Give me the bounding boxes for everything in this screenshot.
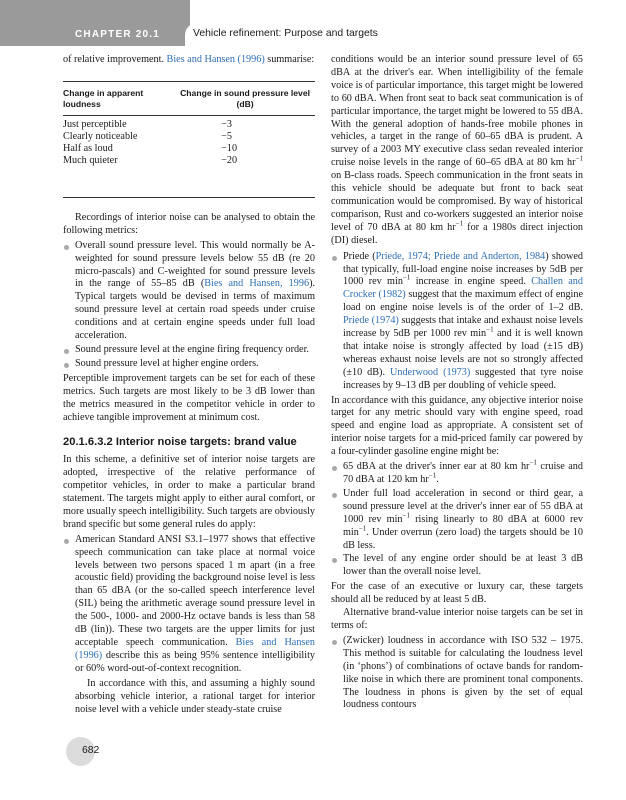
citation-link[interactable]: Priede (1974)	[343, 315, 399, 327]
accordance-paragraph: In accordance with this, and assuming a highly sound absorbing vehicle interior, a rational target for interior noise level with a vehicle under steady-state cruise	[75, 677, 315, 715]
list-item: Under full load acceleration in second or third gear, a sound pressure level at the driver's inner ear of 55 dBA at 1000 rev $\min^{-1} rising$ linearly to 80 dBA at 6000 rev $\min^{-1}$. Under overrun (zero load) the targets should be 10 dB less.	[331, 488, 583, 553]
running-header	[0, 0, 626, 46]
loudness-table	[63, 81, 315, 198]
targets-list	[331, 458, 583, 579]
table-row: Much quieter −20	[63, 154, 238, 166]
alternative-paragraph: Alternative brand-value interior noise targets can be set in terms of:	[331, 607, 583, 631]
intro-paragraph: of relative improvement. Bies and Hansen (1996) summarise:	[63, 54, 315, 65]
citation-link[interactable]: Bies and Hansen, 1996	[204, 278, 310, 290]
right-column	[331, 54, 583, 714]
table-row: Half as loud −10	[63, 142, 238, 154]
guidance-paragraph: In accordance with this guidance, any objective interior noise target for any metric should vary with engine speed, road speed and engine load as appropriate. A consistent set of interior noise targets for a mid-priced family car powered by a four-cylinder gasoline engine might be:	[331, 394, 583, 458]
metrics-paragraph: Recordings of interior noise can be analysed to obtain the following metrics:	[63, 211, 315, 236]
list-item: Sound pressure level at the engine firing frequency order.	[63, 344, 315, 357]
list-item: American Standard ANSI S3.1–1977 shows that effective speech communication can take place at normal voice levels between two persons spaced 1 m apart (in a free acoustic field) providing the background noise level is less than 65 dBA (or the so-called speech interference level (SIL) being the arithmetic average sound pressure level in the 500-, 1000- and 2000-Hz octave bands is less than 58 dB (lin)). These two targets are the upper limits for just acceptable speech communication. Bies and Hansen (1996) describe this as being 95% sentence intelligibility or 60% word-out-of-context recognition. In accordance with this, and assuming a highly sound absorbing vehicle interior, a rational target for interior noise level with a vehicle under steady-state cruise	[63, 534, 315, 717]
list-item: Priede (Priede, 1974; Priede and Anderton, 1984) showed that typically, full-load engine noise increases by 5dB per 1000 rev $\min^{-1}$ increase in engine speed. Challen and Crocker (1982) suggest that the maximum effect of engine load on engine noise levels is of the order of 1–2 dB. Priede (1974) suggests that intake and exhaust noise levels increase by 5dB per 1000 rev $\min^{-1}$ and it is well known that intake noise is strongly affected by load (±15 dB) whereas exhaust noise levels are not so strongly affected (±10 dB). Underwood (1973) suggested that tyre noise increases by 9–13 dB per doubling of vehicle speed.	[331, 251, 583, 393]
list-item: The level of any engine order should be at least 3 dB lower than the overall noise level.	[331, 553, 583, 579]
alternative-list	[331, 635, 583, 712]
citation-link[interactable]: Bies and Hansen (1996)	[166, 54, 265, 65]
perceptible-paragraph: Perceptible improvement targets can be set for each of these metrics. Such targets are most likely to be 3 dB lower than the metrics measured in the competitor vehicle in order to achieve tangible improvement at minimum cost.	[63, 372, 315, 423]
section-heading: 20.1.6.3.2 Interior noise targets: brand value	[63, 436, 297, 449]
left-column	[63, 54, 315, 718]
continued-paragraph: conditions would be an interior sound pressure level of 65 dBA at the driver's ear. When intelligibility of the female voice is of particular importance, this target might be lowered to 60 dBA. When front seat to back seat communication is of particular importance, the target might be lowered to 55 dBA. With the general adoption of hands-free mobile phones in vehicles, a target in the range of 60–65 dBA is prudent. A survey of a 2003 MY executive class sedan revealed interior cruise noise levels in the range of 60–65 dBA at 80 km $hr^{-1}$ on B-class roads. Speech communication in the front seats in this vehicle should be adequate but front to back seat communication would be compromised. By way of historical comparison, Rust and co-workers suggested an interior noise level of 70 dBA at 80 km $hr^{-1}$ for a 1980s direct injection (DI) diesel.	[331, 54, 584, 246]
priede-list	[331, 251, 583, 393]
metrics-list	[63, 240, 315, 371]
list-item: Sound pressure level at higher engine orders.	[63, 358, 315, 371]
table-header-loudness: Change in apparent loudness	[63, 82, 175, 116]
table-header-spl: Change in sound pressure level (dB)	[175, 82, 315, 116]
citation-link[interactable]: Priede, 1974; Priede and Anderton, 1984	[375, 250, 546, 262]
page-number: 682	[82, 745, 100, 756]
list-item: Overall sound pressure level. This would normally be A-weighted for sound pressure levels below 55 dB (re 20 micro-pascals) and C-weighted for sound pressure levels in the range of 55–85 dB (Bies and Hansen, 1996). Typical targets would be devised in terms of maximum sound pressure level at certain road speeds under cruise conditions and at certain engine speeds under full load acceleration.	[63, 240, 315, 343]
list-item: (Zwicker) loudness in accordance with ISO 532 – 1975. This method is suitable for calculating the loudness level (in ‘phons’) of combinations of octave bands for random-like noise in which there are prominent tonal components. The loudness in phons is given by the set of equal loudness contours	[331, 635, 583, 712]
citation-link[interactable]: Bies and Hansen (1996)	[75, 637, 315, 661]
list-item: 65 dBA at the driver's inner ear at 80 km $hr^{-1}$ cruise and 70 dBA at 120 km $hr^{-1}$.	[331, 461, 583, 487]
running-title: Vehicle refinement: Purpose and targets	[193, 28, 378, 39]
table-row: Clearly noticeable −5	[63, 130, 232, 142]
citation-link[interactable]: Underwood (1973)	[390, 366, 471, 378]
chapter-label: CHAPTER 20.1	[75, 29, 160, 40]
scheme-paragraph: In this scheme, a definitive set of interior noise targets are adopted, irrespective of the relative performance of competitor vehicles, in order to make a particular brand statement. The targets might apply to either aural comfort, or more usually speech intelligibility. Such targets are obviously brand specific but some general rules do apply:	[63, 454, 315, 530]
rules-list	[63, 534, 315, 717]
citation-link[interactable]: Challen and Crocker (1982)	[343, 276, 583, 301]
table-row: Just perceptible −3	[63, 118, 232, 130]
executive-paragraph: For the case of an executive or luxury car, these targets should all be reduced by at least 5 dB.	[331, 581, 583, 606]
